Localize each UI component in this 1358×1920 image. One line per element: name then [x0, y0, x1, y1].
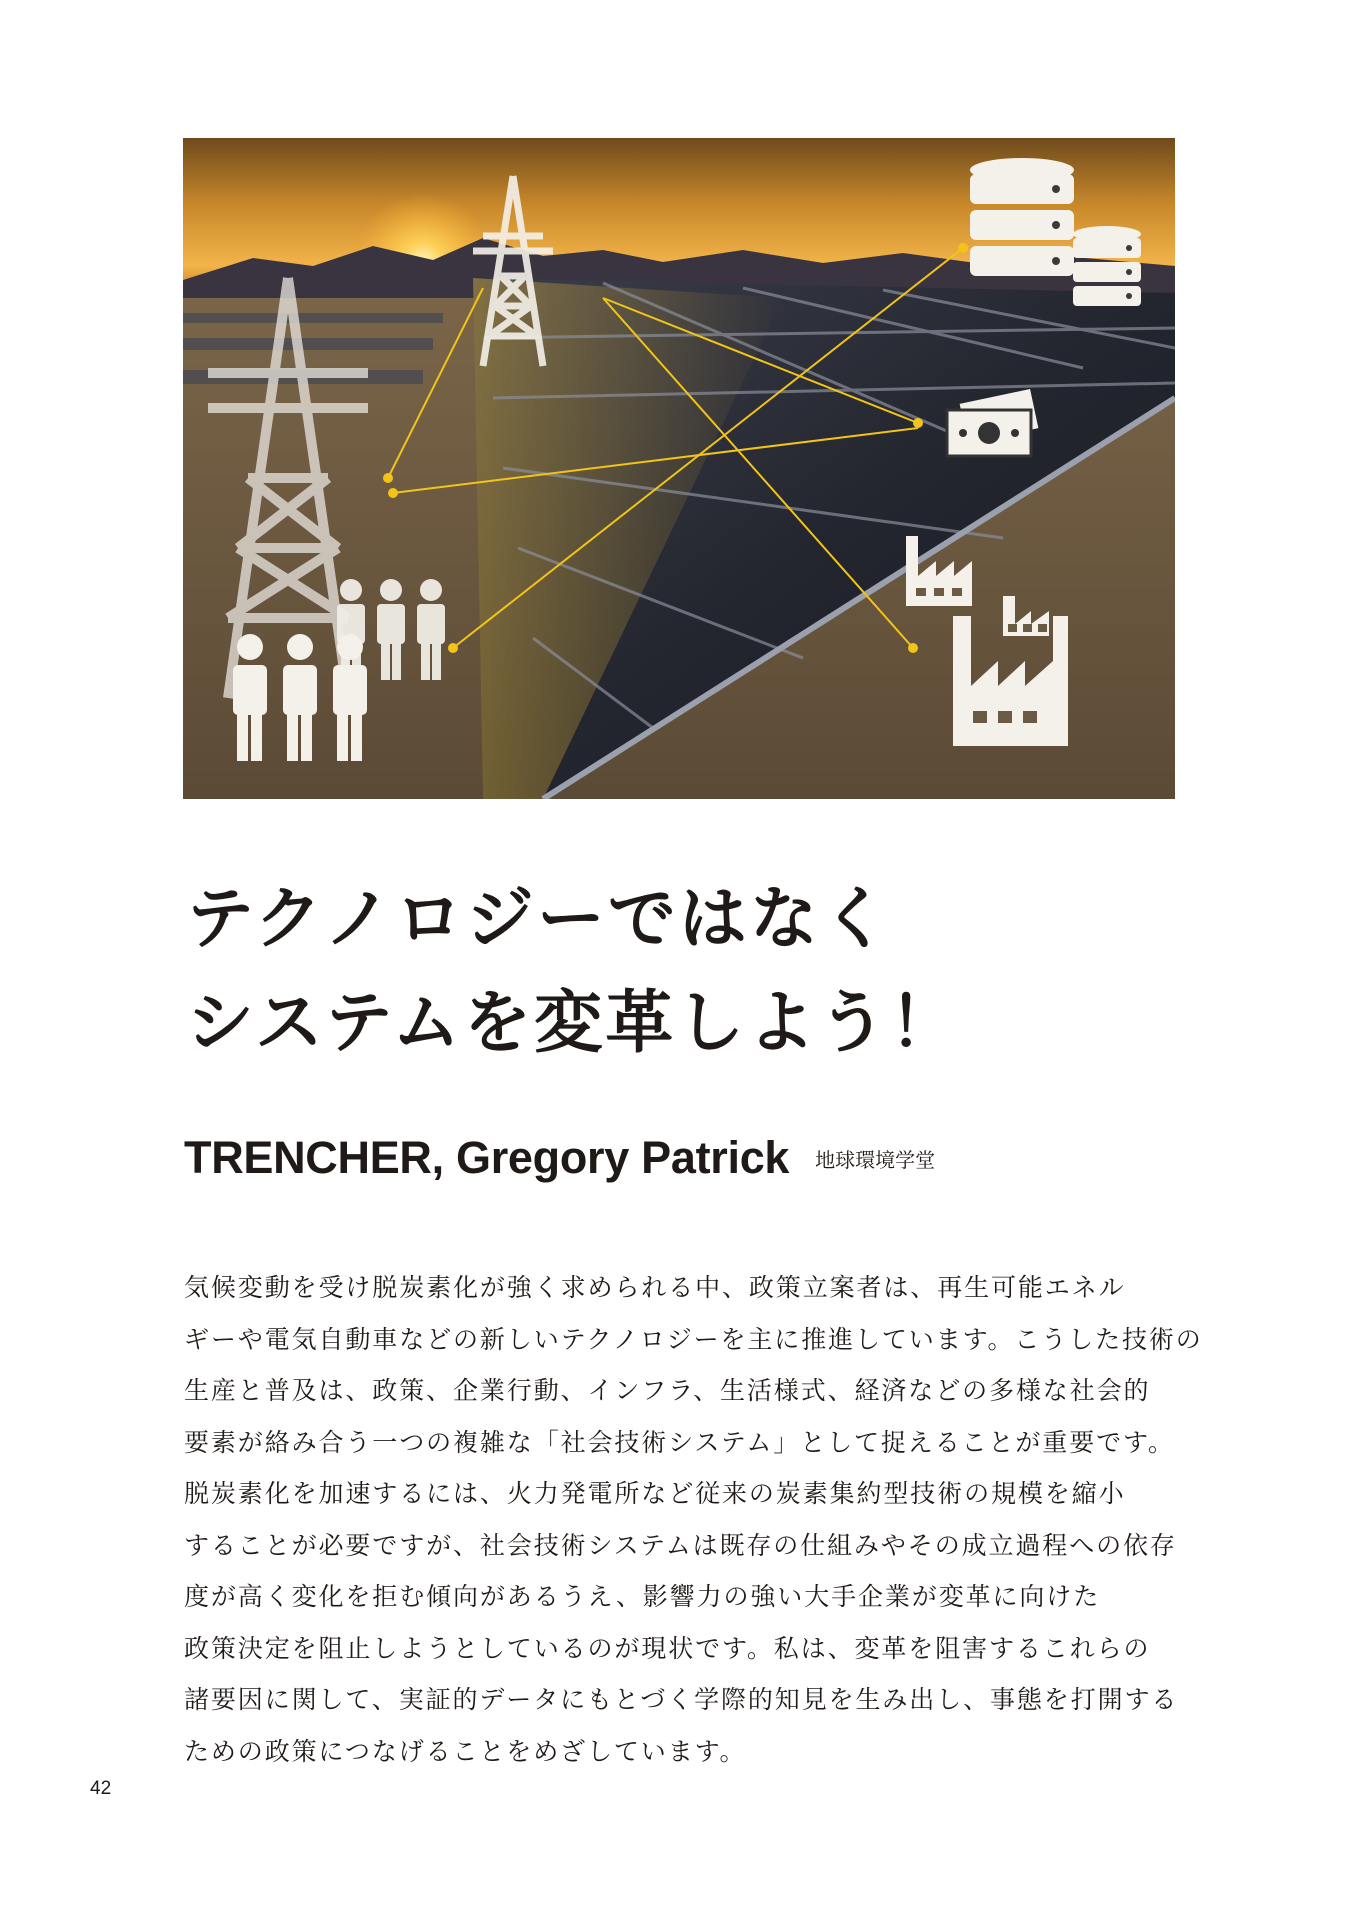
page-number: 42 — [90, 1778, 112, 1799]
people-group-icon — [337, 579, 445, 680]
body-line: 脱炭素化を加速するには、火力発電所など従来の炭素集約型技術の規模を縮小 — [184, 1479, 1126, 1508]
icon-overlay — [183, 138, 1175, 799]
title-line: テクノロジーではなく — [186, 880, 892, 959]
body-line: 度が高く変化を拒む傾向があるうえ、影響力の強い大手企業が変革に向けた — [184, 1582, 1101, 1611]
people-group-icon — [233, 634, 367, 761]
money-icon — [947, 389, 1038, 456]
body-line: ギーや電気自動車などの新しいテクノロジーを主に推進しています。こうした技術の — [184, 1324, 1203, 1354]
article-body — [184, 1262, 1203, 1777]
author-department: 地球環境学堂 — [815, 1148, 936, 1172]
body-line: 要素が絡み合う一つの複雑な「社会技術システム」として捉えることが重要です。 — [184, 1427, 1175, 1457]
author-line — [184, 1132, 935, 1184]
factory-icon — [953, 596, 1068, 746]
body-line: 政策決定を阻止しようとしているのが現状です。私は、変革を阻害するこれらの — [184, 1633, 1151, 1663]
cover-illustration — [183, 138, 1175, 799]
power-tower-icon — [473, 176, 553, 366]
database-icon — [970, 158, 1074, 276]
body-line: ための政策につなげることをめざしています。 — [184, 1736, 747, 1766]
body-line: することが必要ですが、社会技術システムは既存の仕組みやその成立過程への依存 — [184, 1530, 1177, 1560]
factory-icon — [906, 536, 972, 606]
body-line: 生産と普及は、政策、企業行動、インフラ、生活様式、経済などの多様な社会的 — [184, 1376, 1151, 1405]
article-title — [186, 868, 1186, 1076]
body-line: 諸要因に関して、実証的データにもとづく学際的知見を生み出し、事態を打開する — [184, 1685, 1179, 1714]
title-line: システムを変革しよう！ — [186, 984, 961, 1063]
body-line: 気候変動を受け脱炭素化が強く求められる中、政策立案者は、再生可能エネル — [184, 1273, 1126, 1302]
database-icon — [1073, 226, 1141, 306]
author-name: TRENCHER, Gregory Patrick — [184, 1132, 790, 1183]
